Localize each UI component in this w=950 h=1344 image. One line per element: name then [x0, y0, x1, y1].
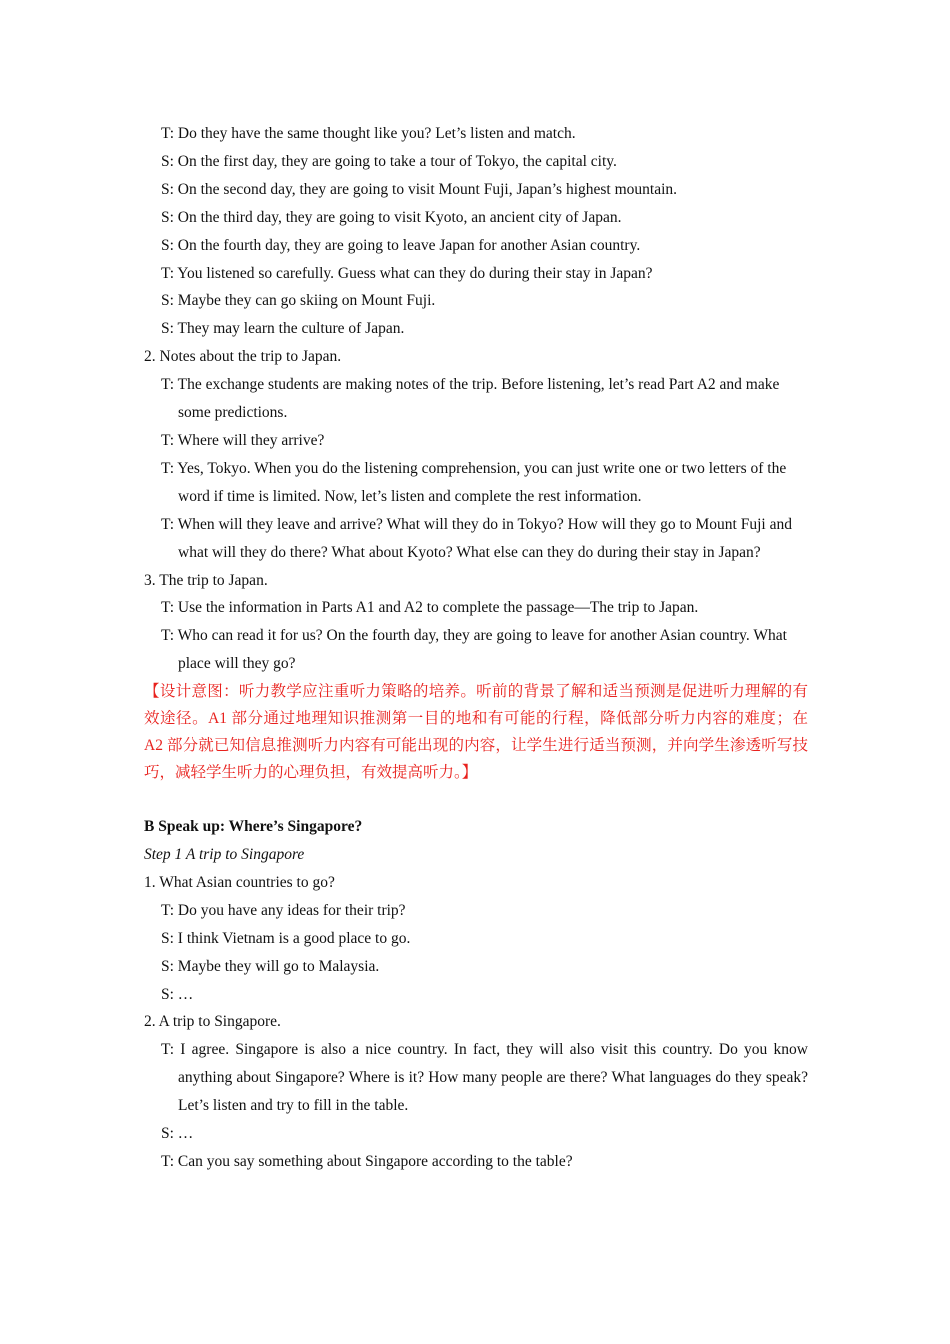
spacer — [144, 786, 808, 813]
dialogue-line: S: On the fourth day, they are going to leave Japan for another Asian country. — [161, 236, 641, 254]
dialogue-line: S: On the second day, they are going to visit Mount Fuji, Japan’s highest mountain. — [161, 180, 678, 198]
dialogue-line: T: Use the information in Parts A1 and A2 to complete the passage—The trip to Japan. — [161, 599, 699, 617]
dialogue-line: S: … — [161, 1125, 194, 1143]
dialogue-line: T: The exchange students are making notes of the trip. Before listening, let’s read Part A2 and make some predictions. — [161, 376, 780, 422]
dialogue-line: S: Maybe they will go to Malaysia. — [161, 957, 380, 975]
item-heading: 1. What Asian countries to go? — [144, 873, 335, 891]
item-heading: 2. A trip to Singapore. — [144, 1013, 281, 1031]
section-title: B Speak up: Where’s Singapore? — [144, 818, 363, 836]
dialogue-line: S: … — [161, 985, 194, 1003]
step-heading: Step 1 A trip to Singapore — [144, 846, 305, 864]
item-heading: 2. Notes about the trip to Japan. — [144, 348, 342, 366]
dialogue-line: S: They may learn the culture of Japan. — [161, 320, 405, 338]
dialogue-line: T: Where will they arrive? — [161, 431, 325, 449]
dialogue-line: T: Do they have the same thought like you? Let’s listen and match. — [161, 125, 576, 142]
page-content — [144, 120, 808, 1176]
dialogue-line: T: When will they leave and arrive? What will they do in Tokyo? How will they go to Mount Fuji and what will they do there? What about Kyoto? What else can they do during their stay in Japan? — [161, 515, 792, 561]
dialogue-line: T: Can you say something about Singapore according to the table? — [161, 1153, 573, 1170]
dialogue-line: S: Maybe they can go skiing on Mount Fuji. — [161, 292, 436, 310]
item-heading: 3. The trip to Japan. — [144, 571, 268, 589]
dialogue-line: S: On the first day, they are going to take a tour of Tokyo, the capital city. — [161, 152, 617, 170]
dialogue-line: S: I think Vietnam is a good place to go. — [161, 929, 411, 947]
dialogue-line: S: On the third day, they are going to visit Kyoto, an ancient city of Japan. — [161, 208, 622, 226]
dialogue-line: T: Yes, Tokyo. When you do the listening comprehension, you can just write one or two letters of the word if time is limited. Now, let’s listen and complete the rest information. — [161, 459, 787, 505]
design-intent-note: 【设计意图：听力教学应注重听力策略的培养。听前的背景了解和适当预测是促进听力理解的有效途径。A1 部分通过地理知识推测第一目的地和有可能的行程，降低部分听力内容的难度；在 A2 部分就已知信息推测听力内容有可能出现的内容，让学生进行适当预测，并向学生渗透听写技巧，减轻学生听力的心理负担，有效提高听力。】 — [144, 683, 808, 782]
dialogue-line: T: Who can read it for us? On the fourth day, they are going to leave for another Asian country. What place will they go? — [161, 627, 787, 673]
dialogue-line: T: Do you have any ideas for their trip? — [161, 901, 406, 919]
dialogue-line: T: You listened so carefully. Guess what can they do during their stay in Japan? — [161, 264, 653, 282]
dialogue-line: T: I agree. Singapore is also a nice country. In fact, they will also visit this country. Do you know anything about Singapore? Where is it? How many people are there? What languages do they speak? Let’s listen and try to fill in the table. — [161, 1041, 808, 1115]
